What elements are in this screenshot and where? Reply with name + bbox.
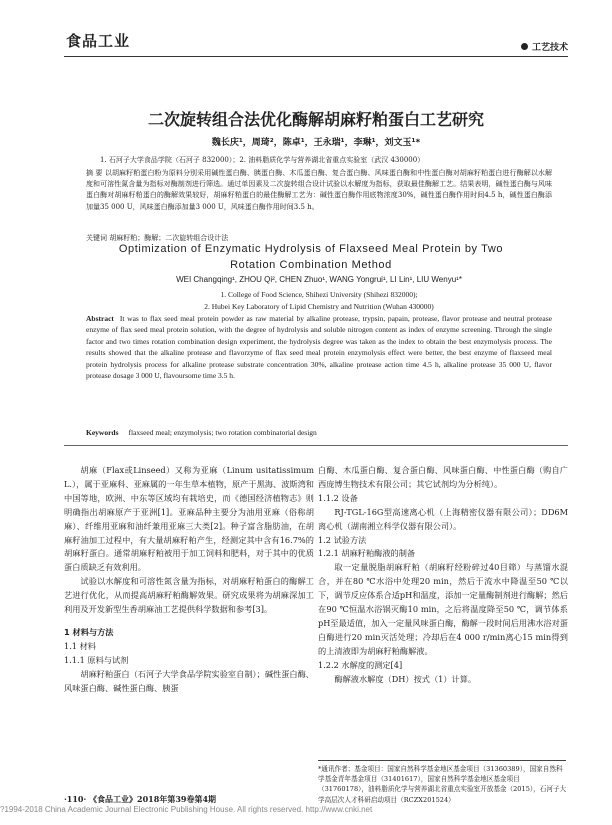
section-tag-label: 工艺技术	[531, 43, 568, 53]
materials-continued: 白酶、木瓜蛋白酶、复合蛋白酶、风味蛋白酶、中性蛋白酶（购自广西庞博生物技术有限公司；其它试剂均为分析纯）。	[318, 465, 568, 489]
article-authors: 魏长庆¹，周琦²，陈卓¹，王永瑞¹，李琳¹，刘文玉¹*	[211, 138, 421, 148]
section-heading-1-2: 1.2 试验方法	[318, 534, 367, 545]
funding-footnote: *通讯作者；基金项目：国家自然科学基金地区基金项目（31360389），国家自然科学基金青年基金项目（31401617），国家自然科学基金地区基金项目（31760178），油料脂质化学与营养湖北省重点实验室开放基金（2015），石河子大学高层次人才科研启动项目（RCZX201524）	[318, 765, 567, 804]
journal-logo: 食品工业	[66, 32, 131, 50]
affiliation-en-2: 2. Hubei Key Laboratory of Lipid Chemistry and Nutrition (Wuhan 430000)	[204, 301, 434, 311]
bullet-icon	[521, 43, 528, 50]
footnote-rule	[318, 760, 566, 761]
section-heading-1-1-2: 1.1.2 设备	[318, 492, 358, 503]
section-heading-1-1-1: 1.1.1 原料与试剂	[64, 654, 129, 665]
body-right-column	[318, 464, 568, 687]
abstract-en-label: Abstract	[86, 314, 114, 323]
dh-paragraph: 酶解液水解度（DH）按式（1）计算。	[334, 673, 477, 684]
body-left-column	[64, 464, 314, 696]
article-affiliation-en	[86, 289, 552, 312]
method-paragraph: 取一定量脱脂胡麻籽粕（胡麻籽经粉碎过40目筛）与蒸馏水混合，并在80 ℃水浴中处理20 min，然后于流水中降温至50 ℃以下，调节反应体系合适pH和温度，添加一定量酶制剂进行酶解；然后在90 ℃恒温水浴锅灭酶10 min，之后将温度降至50 ℃，调节体系pH至最适值，加入一定量风味蛋白酶，酶解一段时间后用沸水浴对蛋白酶进行20 min灭活处理；冷却后在4 000 r/min离心15 min得到的上清液即为胡麻籽粕酶解液。	[318, 562, 568, 656]
article-title: 二次旋转组合法优化酶解胡麻籽粕蛋白工艺研究	[147, 110, 484, 129]
abstract-en-text: It was to flax seed meal protein powder as raw material by alkaline protease, trypsin, papain, protease, flavor protease and neutral protease enzyme of flax seed meal protein solution, with the degree of hydrolysis and soluble nitrogen content as index of enzyme screening. Through the single factor and two times rotation combination design experiment, the hydrolysis degree was taken as the index to obtain the best enzymolysis process. The results showed that the alkaline protease and flavorzyme of flax seed meal protein enzymolysis effect were better, the best enzyme of flaxseed meal protein hydrolysis process for alkaline protease substrate concentration 30%, alkaline protease action time 4.5 h, alkaline protease 35 000 U, flavor protease dosage 3 000 U, flavoursome time 3.5 h.	[86, 314, 552, 381]
abstract-en	[86, 313, 552, 381]
section-heading-1-2-2: 1.2.2 水解度的测定[4]	[318, 659, 403, 670]
intro-paragraph-2: 试验以水解度和可溶性氮含量为指标，对胡麻籽粕蛋白的酶解工艺进行优化，从而提高胡麻籽粕酶解效果。研究成果将为胡麻深加工利用及开发新型生香胡麻油工艺提供科学数据和参考[3]。	[64, 576, 314, 615]
section-heading-1: 1 材料与方法	[64, 626, 114, 637]
header-rule	[64, 56, 568, 57]
keywords-en-label: Keywords	[86, 428, 119, 437]
affiliation-en-1: 1. College of Food Science, Shihezi University (Shihezi 832000);	[220, 290, 418, 299]
abstract-divider	[64, 445, 568, 446]
equipment-paragraph: RJ-TGL-16G型高速离心机（上海精密仪器有限公司）；DD6M离心机（湖南湘立科学仪器有限公司）。	[318, 506, 568, 531]
abstract-cn: 摘 要 以胡麻籽粕蛋白粉为原料分别采用碱性蛋白酶、胰蛋白酶、木瓜蛋白酶、复合蛋白酶、风味蛋白酶和中性蛋白酶对胡麻籽粕蛋白进行酶解以水解度和可溶性氮含量为指标对酶制剂进行筛选。通过单因素及二次旋转组合设计试验以水解度为指标，获取最佳酶解工艺。结果表明，碱性蛋白酶与风味蛋白酶对胡麻籽粕蛋白的酶解效果较好，胡麻籽粕蛋白的最佳酶解工艺为：碱性蛋白酶作用底物浓度30%，碱性蛋白酶作用时间4.5 h，碱性蛋白酶添加量35 000 U，风味蛋白酶添加量3 000 U，风味蛋白酶作用时间3.5 h。	[86, 169, 552, 211]
article-authors-en: WEI Changqing¹, ZHOU Qi², CHEN Zhuo¹, WANG Yongrui¹, LI Lin¹, LIU Wenyu¹*	[176, 275, 462, 284]
section-heading-1-1: 1.1 材料	[64, 640, 96, 651]
copyright-line: ?1994-2018 China Academic Journal Electronic Publishing House. All rights reserved. http://www.cnki.net	[0, 805, 373, 814]
keywords-en	[86, 428, 552, 437]
keywords-en-text: flaxseed meal; enzymolysis; two rotation combinatorial design	[128, 428, 317, 437]
materials-paragraph: 胡麻籽粕蛋白（石河子大学食品学院实验室自制）；碱性蛋白酶、风味蛋白酶、碱性蛋白酶、胰蛋	[64, 668, 314, 693]
article-title-en: Optimization of Enzymatic Hydrolysis of Flaxseed Meal Protein by Two Rotation Combination Method	[118, 243, 504, 271]
article-affiliation: 1. 石河子大学食品学院（石河子 832000）；2. 油料脂质化学与营养湖北省重点实验室（武汉 430000）	[100, 156, 425, 164]
intro-paragraph-1: 胡麻（Flax或Linseed）又称为亚麻（Linum usitatissimum L.），属于亚麻科、亚麻属的一年生草本植物，原产于黑海、波斯湾和中国等地，欧洲、中东等区域均有栽培史，而《德国经济植物志》则明确指出胡麻原产于亚洲[1]。亚麻品种主要分为油用亚麻（俗称胡麻）、纤维用亚麻和油纤兼用亚麻三大类[2]。种子富含脂肪油，在胡麻籽油加工过程中，有大量胡麻籽粕产生，经测定其中含有16.7%的胡麻籽蛋白。通常胡麻籽粕被用于加工饲料和肥料，对于其中的优质蛋白质缺乏有效利用。	[64, 465, 314, 573]
page-footer: ·110· 《食品工业》2018年第39卷第4期	[64, 794, 217, 804]
section-heading-1-2-1: 1.2.1 胡麻籽粕酶液的制备	[318, 548, 416, 559]
section-tag	[521, 40, 568, 53]
keywords-cn: 关键词 胡麻籽粕；酶解；二次旋转组合设计法	[86, 234, 229, 242]
